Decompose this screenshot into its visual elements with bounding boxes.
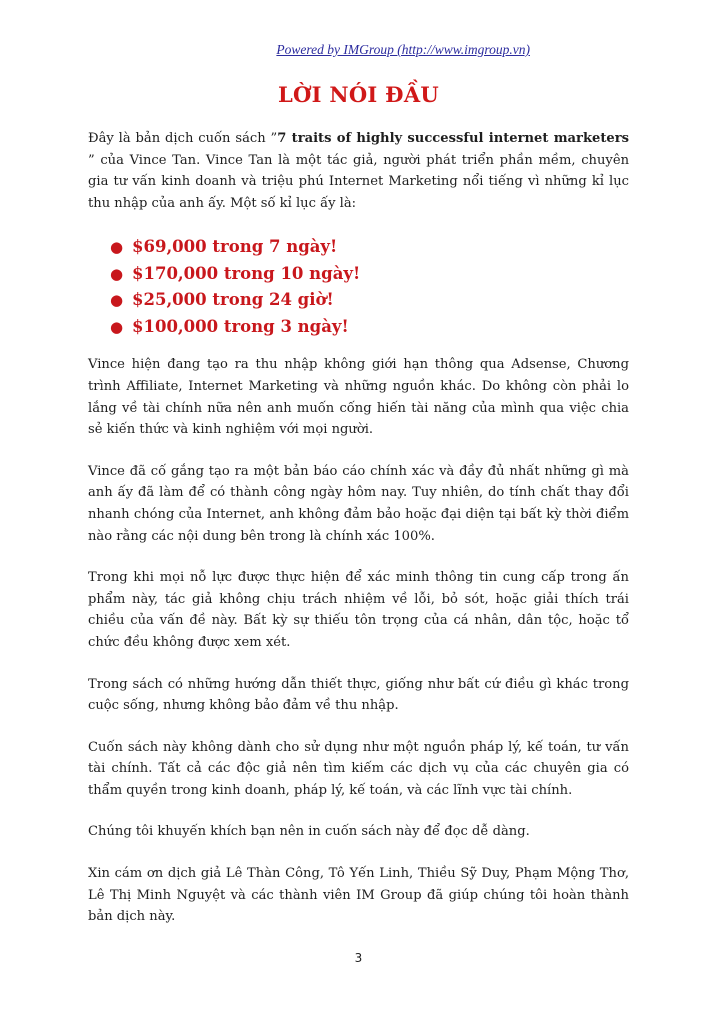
paragraph-disclaimer: Trong khi mọi nỗ lực được thực hiện để xác minh thông tin cung cấp trong ấn phẩm này, tác giả không chịu trách nhiệm về lỗi, bỏ sót, hoặc giải thích trái chiều của vấn đề này. Bất kỳ sự thiếu tôn trọng của cá nhân, dân tộc, hoặc tổ chức đều không được xem xét. xyxy=(88,570,629,650)
document-body xyxy=(88,128,629,948)
intro-after: ” của Vince Tan. Vince Tan là một tác giả, người phát triển phần mềm, chuyên gia tư vấn kinh doanh và triệu phú Internet Marketing nổi tiếng vì những kỉ lục thu nhập của anh ấy. Một số kỉ lục ấy là: xyxy=(88,152,629,211)
bullet-icon: ● xyxy=(110,317,124,336)
record-item xyxy=(110,287,629,314)
bullet-icon: ● xyxy=(110,291,124,310)
bullet-icon: ● xyxy=(110,264,124,283)
record-text: $170,000 trong 10 ngày! xyxy=(132,263,361,283)
record-item xyxy=(110,234,629,261)
record-item xyxy=(110,314,629,341)
paragraph-accuracy: Vince đã cố gắng tạo ra một bản báo cáo chính xác và đầy đủ nhất những gì mà anh ấy đã làm để có thành công ngày hôm nay. Tuy nhiên, do tính chất thay đổi nhanh chóng của Internet, anh không đảm bảo hoặc đại diện tại bất kỳ thời điểm nào rằng các nội dung bên trong là chính xác 100%. xyxy=(88,463,629,544)
intro-before: Đây là bản dịch cuốn sách ” xyxy=(88,131,278,146)
record-text: $25,000 trong 24 giờ! xyxy=(132,290,334,310)
header-credit-link[interactable]: Powered by IMGroup (http://www.imgroup.vn) xyxy=(276,42,530,57)
record-text: $100,000 trong 3 ngày! xyxy=(132,316,349,336)
paragraph-thanks: Xin cám ơn dịch giả Lê Thàn Công, Tô Yến Linh, Thiều Sỹ Duy, Phạm Mộng Thơ, Lê Thị Minh Nguyệt và các thành viên IM Group đã giúp chúng tôi hoàn thành bản dịch này. xyxy=(88,866,629,925)
paragraph-print: Chúng tôi khuyến khích bạn nên in cuốn sách này để đọc dễ dàng. xyxy=(88,824,530,840)
page-title: LỜI NÓI ĐẦU xyxy=(277,82,440,107)
paragraph-guidance: Trong sách có những hướng dẫn thiết thực, giống như bất cứ điều gì khác trong cuộc sống, nhưng không bảo đảm về thu nhập. xyxy=(88,676,629,714)
record-text: $69,000 trong 7 ngày! xyxy=(132,237,338,257)
records-list xyxy=(88,234,629,340)
intro-paragraph xyxy=(88,128,629,214)
record-item xyxy=(110,261,629,288)
bullet-icon: ● xyxy=(110,238,124,257)
paragraph-legal: Cuốn sách này không dành cho sử dụng như một nguồn pháp lý, kế toán, tư vấn tài chính. Tất cả các độc giả nên tìm kiếm các dịch vụ của các chuyên gia có thẩm quyền trong kinh doanh, pháp lý, kế toán, và các lĩnh vực tài chính. xyxy=(88,739,629,798)
paragraph-income: Vince hiện đang tạo ra thu nhập không giới hạn thông qua Adsense, Chương trình Affiliate, Internet Marketing và những nguồn khác. Do không còn phải lo lắng về tài chính nữa nên anh muốn cống hiến tài năng của mình qua việc chia sẻ kiến thức và kinh nghiệm với mọi người. xyxy=(88,357,629,438)
book-title: 7 traits of highly successful internet marketers xyxy=(277,131,629,146)
page-number: 3 xyxy=(354,951,363,965)
